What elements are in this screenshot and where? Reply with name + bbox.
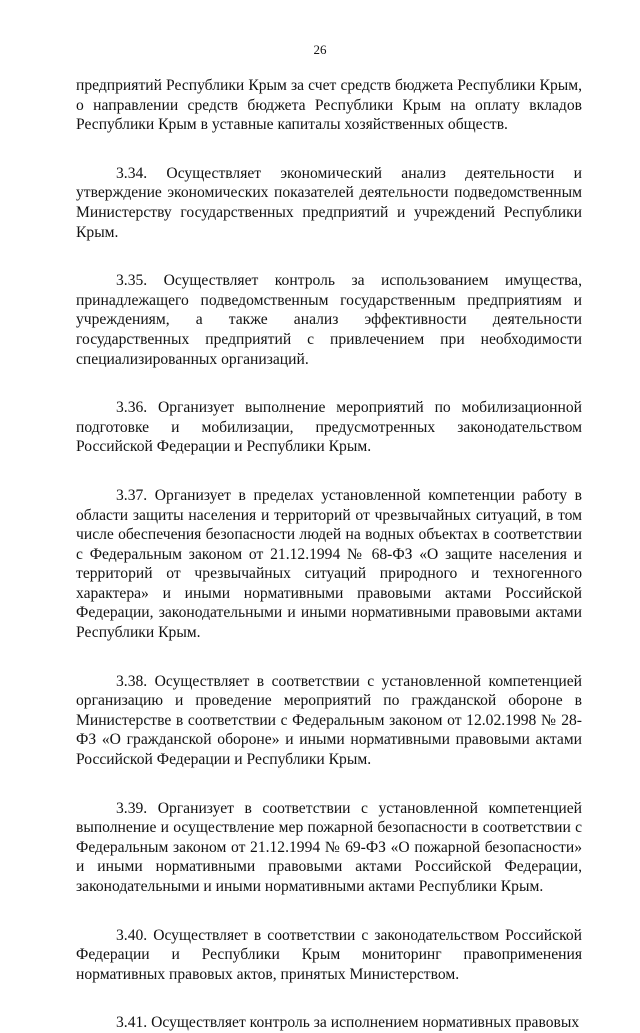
paragraph-3-35: 3.35. Осуществляет контроль за использованием имущества, принадлежащего подведомственным государственным предприятиям и учреждениям, а также анализ эффективности деятельности государственных предприятий с привлечением при необходимости специализированных организаций. bbox=[76, 272, 582, 368]
paragraph-3-34: 3.34. Осуществляет экономический анализ деятельности и утверждение экономических показателей деятельности подведомственным Министерству государственных предприятий и учреждений Республики Крым. bbox=[76, 164, 582, 241]
page-number: 26 bbox=[313, 42, 327, 57]
paragraph-continuation: предприятий Республики Крым за счет средств бюджета Республики Крым, о направлении средств бюджета Республики Крым на оплату вкладов Республики Крым в уставные капиталы хозяйственных обществ. bbox=[76, 77, 582, 134]
paragraph-3-38: 3.38. Осуществляет в соответствии с установленной компетенцией организацию и проведение мероприятий по гражданской обороне в Министерстве в соответствии с Федеральным законом от 12.02.1998 № 28-ФЗ «О гражданской обороне» и иными нормативными правовыми актами Российской Федерации и Республики Крым. bbox=[76, 672, 582, 769]
paragraph-3-37: 3.37. Организует в пределах установленной компетенции работу в области защиты населения и территорий от чрезвычайных ситуаций, в том числе обеспечения безопасности людей на водных объектах в соответствии с Федеральным законом от 21.12.1994 № 68-ФЗ «О защите населения и территорий от чрезвычайных ситуаций природного и техногенного характера» и иными нормативными правовыми актами Российской Федерации, законодательными и иными нормативными правовыми актами Республики Крым. bbox=[76, 486, 582, 642]
paragraph-3-36: 3.36. Организует выполнение мероприятий по мобилизационной подготовке и мобилизации, предусмотренных законодательством Российской Федерации и Республики Крым. bbox=[76, 399, 582, 456]
paragraph-3-40: 3.40. Осуществляет в соответствии с законодательством Российской Федерации и Республики Крым мониторинг правоприменения нормативных правовых актов, принятых Министерством. bbox=[76, 926, 582, 983]
document-body bbox=[76, 76, 582, 1033]
paragraph-3-41: 3.41. Осуществляет контроль за исполнением нормативных правовых bbox=[116, 1014, 580, 1032]
paragraph-3-39: 3.39. Организует в соответствии с установленной компетенцией выполнение и осуществление мер пожарной безопасности в соответствии с Федеральным законом от 21.12.1994 № 69-ФЗ «О пожарной безопасности» и иными нормативными правовыми актами Российской Федерации, законодательными и иными нормативными актами Республики Крым. bbox=[76, 799, 582, 895]
